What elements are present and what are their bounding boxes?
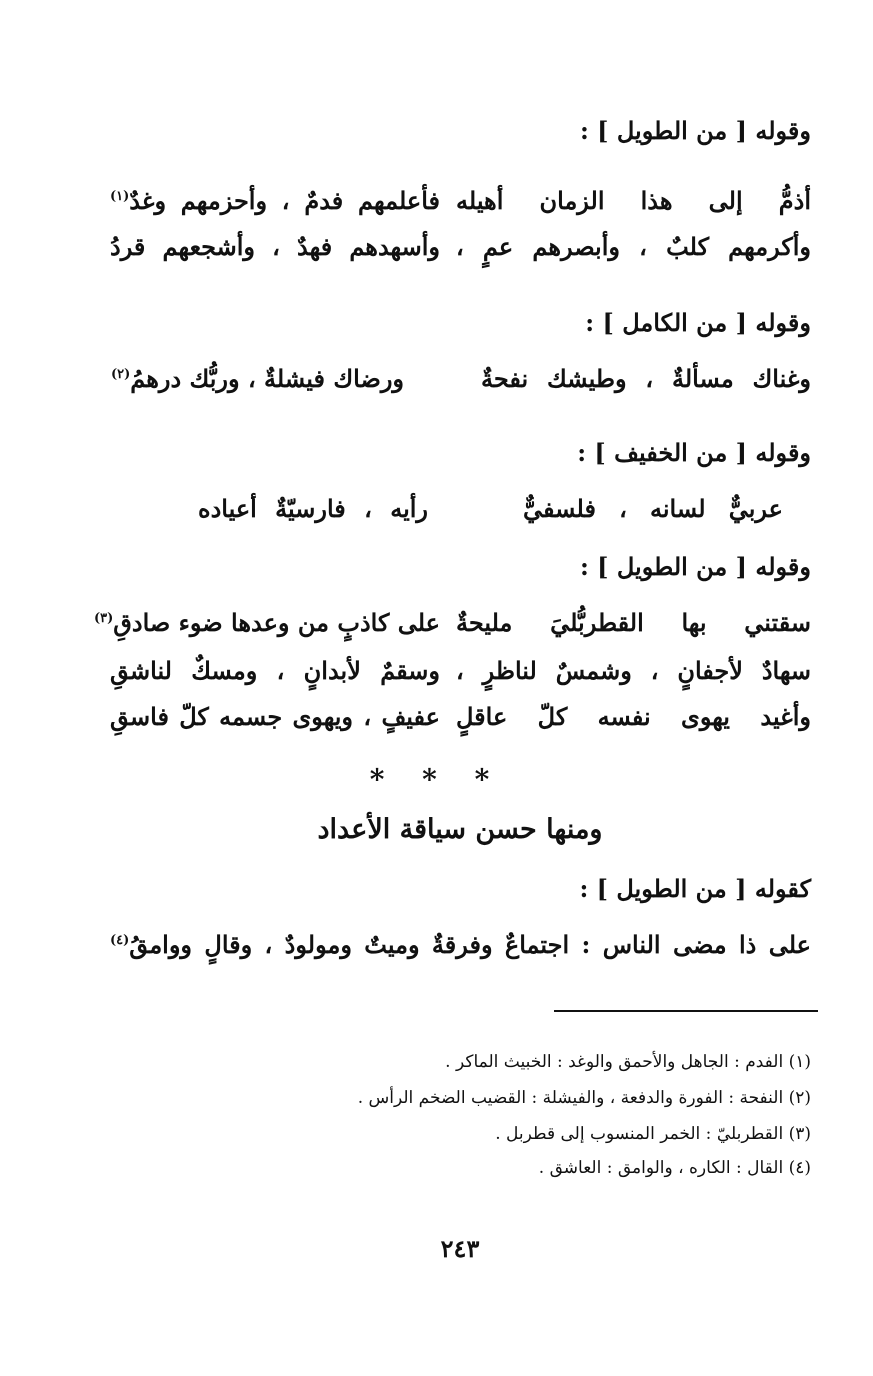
verse-line xyxy=(110,702,811,742)
verse-line xyxy=(110,656,811,696)
verse-first-hemistich: سقتني بها القطربُّليَ مليحةٌ xyxy=(456,608,811,637)
footnote: (١) الفدم : الجاهل والأحمق والوغد : الخبيث الماكر . xyxy=(445,1052,811,1072)
poem-intro-heading: وقوله [ من الكامل ] : xyxy=(585,308,811,337)
poem-intro-heading: وقوله [ من الطويل ] : xyxy=(579,552,811,581)
verse-text: على ذا مضى الناس : اجتماعٌ وفرقةٌ وميتٌ ومولودٌ ، وقالٍ ووامقُ xyxy=(129,930,811,959)
verse-second-hemistich xyxy=(110,364,404,393)
verse-single-line xyxy=(110,930,811,959)
footnote: (٤) القال : الكاره ، والوامق : العاشق . xyxy=(538,1158,811,1178)
verse-line xyxy=(110,494,811,534)
verse-second-hemistich xyxy=(93,608,440,637)
footnote-marker: (١) xyxy=(110,189,130,204)
footnote-marker: (٣) xyxy=(93,611,114,626)
verse-line xyxy=(110,186,811,226)
poem-intro-heading: وقوله [ من الخفيف ] : xyxy=(577,438,811,467)
section-title: ومنها حسن سياقة الأعداد xyxy=(317,814,603,845)
footnote-marker: (٤) xyxy=(110,933,130,948)
footnote: (٣) القطربليّ : الخمر المنسوب إلى قطربل . xyxy=(495,1124,811,1144)
verse-first-hemistich: وأغيد يهوى نفسه كلّ عاقلٍ xyxy=(456,702,811,731)
verse-second-hemistich: رأيه ، فارسيّةٌ أعياده xyxy=(198,494,428,523)
verse-line xyxy=(110,232,811,272)
verse-line xyxy=(110,364,811,404)
poem-intro-heading: وقوله [ من الطويل ] : xyxy=(579,116,811,145)
verse-first-hemistich: أذمُّ إلى هذا الزمان أهيله xyxy=(456,186,811,215)
verse-line xyxy=(93,608,811,648)
verse-text: على كاذبٍ من وعدها ضوء صادقِ xyxy=(113,608,440,637)
section-separator-stars: * * * xyxy=(369,763,504,796)
verse-second-hemistich: وأسهدهم فهدٌ ، وأشجعهم قردُ xyxy=(110,232,440,261)
verse-text: فأعلمهم فدمٌ ، وأحزمهم وغدٌ xyxy=(129,186,440,215)
verse-text: ورضاك فيشلةٌ ، وربُّك درهمُ xyxy=(130,364,404,393)
verse-second-hemistich: وسقمٌ لأبدانٍ ، ومسكٌ لناشقِ xyxy=(110,656,440,685)
verse-first-hemistich: وأكرمهم كلبٌ ، وأبصرهم عمٍ ، xyxy=(456,232,811,261)
verse-first-hemistich: سهادٌ لأجفانٍ ، وشمسٌ لناظرٍ ، xyxy=(456,656,811,685)
verse-second-hemistich xyxy=(110,186,440,215)
verse-second-hemistich: عفيفٍ ، ويهوى جسمه كلّ فاسقِ xyxy=(110,702,440,731)
page-number: ٢٤٣ xyxy=(440,1234,480,1263)
verse-first-hemistich: وغناك مسألةٌ ، وطيشك نفحةٌ xyxy=(481,364,811,393)
footnote-divider xyxy=(554,1010,818,1012)
verse-first-hemistich: عربيٌّ لسانه ، فلسفيٌّ xyxy=(523,494,783,523)
footnote-marker: (٢) xyxy=(110,367,131,382)
verse-line xyxy=(110,930,811,970)
footnote: (٢) النفحة : الفورة والدفعة ، والفيشلة : القضيب الضخم الرأس . xyxy=(357,1088,811,1108)
poem-intro-heading: كقوله [ من الطويل ] : xyxy=(579,874,811,903)
